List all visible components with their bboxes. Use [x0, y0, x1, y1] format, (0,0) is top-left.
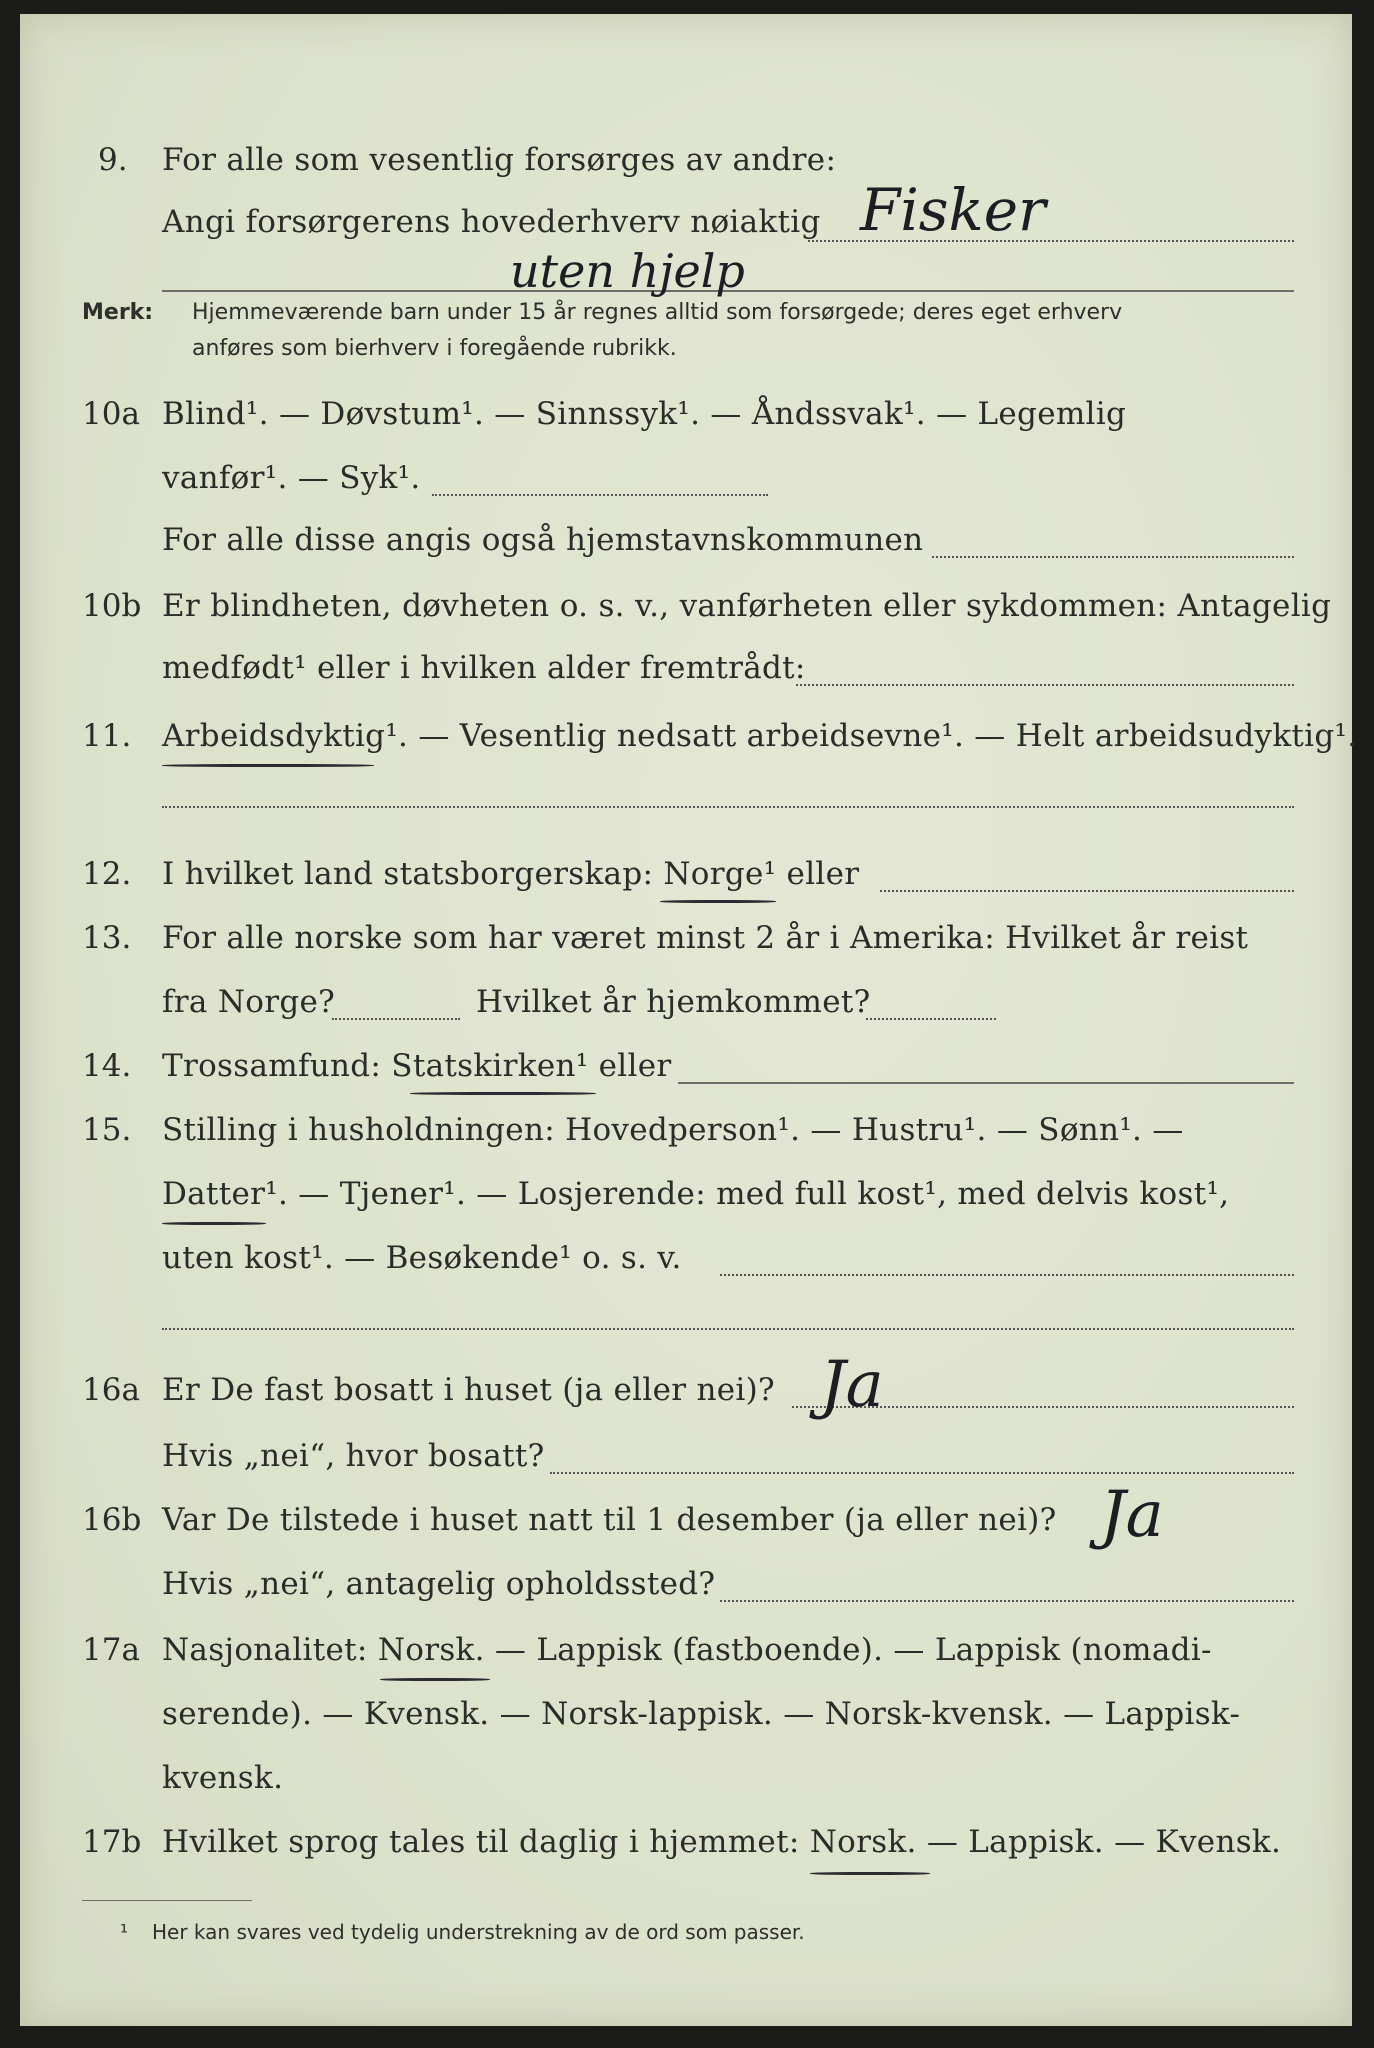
question-text: I hvilket land statsborgerskap: Norge¹ eller — [162, 856, 860, 892]
answer-underline — [660, 900, 776, 903]
question-number: 16b — [82, 1502, 142, 1538]
answer-underline — [380, 1678, 490, 1681]
question-text: serende). — Kvensk. — Norsk-lappisk. — Norsk-kvensk. — Lappisk- — [162, 1696, 1241, 1732]
question-number: 16a — [82, 1372, 140, 1408]
answer-underline — [162, 1222, 266, 1225]
footnote-divider — [82, 1900, 252, 1901]
question-number: 14. — [82, 1048, 132, 1084]
answer-line[interactable] — [866, 1018, 996, 1020]
question-text: Stilling i husholdningen: Hovedperson¹. — Hustru¹. — Sønn¹. — — [162, 1112, 1184, 1148]
question-text: uten kost¹. — Besøkende¹ o. s. v. — [162, 1240, 682, 1276]
question-text: Er blindheten, døvheten o. s. v., vanførheten eller sykdommen: Antagelig — [162, 588, 1332, 624]
question-text: Hvilket år hjemkommet? — [476, 984, 871, 1020]
question-text: medfødt¹ eller i hvilken alder fremtrådt: — [162, 650, 806, 686]
answer-line[interactable] — [432, 494, 768, 496]
question-number: 15. — [82, 1112, 132, 1148]
question-number: 11. — [82, 718, 132, 754]
handwritten-answer: Ja — [820, 1348, 884, 1422]
question-number: 12. — [82, 856, 132, 892]
question-text: Er De fast bosatt i huset (ja eller nei)? — [162, 1372, 775, 1408]
question-number: 17a — [82, 1632, 140, 1668]
question-text: kvensk. — [162, 1760, 284, 1796]
question-text: Blind¹. — Døvstum¹. — Sinnssyk¹. — Åndssvak¹. — Legemlig — [162, 396, 1127, 432]
question-text: Angi forsørgerens hovederhverv nøiaktig — [162, 204, 821, 240]
question-text: For alle som vesentlig forsørges av andre: — [162, 142, 837, 178]
answer-line[interactable] — [162, 806, 1294, 808]
answer-underline — [810, 1872, 930, 1875]
answer-line[interactable] — [678, 1082, 1294, 1084]
answer-line[interactable] — [162, 1328, 1294, 1330]
question-text: Datter¹. — Tjener¹. — Losjerende: med full kost¹, med delvis kost¹, — [162, 1176, 1230, 1212]
note-text: Hjemmeværende barn under 15 år regnes alltid som forsørgede; deres eget erhverv — [192, 300, 1123, 325]
answer-line[interactable] — [880, 890, 1294, 892]
question-text: For alle disse angis også hjemstavnskommunen — [162, 522, 924, 558]
note-text: anføres som bierhverv i foregående rubrikk. — [192, 336, 677, 361]
footnote-text: Her kan svares ved tydelig understrekning av de ord som passer. — [152, 1920, 805, 1944]
answer-underline — [162, 764, 374, 767]
question-text: Hvilket sprog tales til daglig i hjemmet: Norsk. — Lappisk. — Kvensk. — [162, 1824, 1282, 1860]
question-text: Var De tilstede i huset natt til 1 desember (ja eller nei)? — [162, 1502, 1057, 1538]
question-number: 9. — [98, 142, 128, 178]
handwritten-answer: Fisker — [860, 176, 1046, 244]
question-number: 17b — [82, 1824, 142, 1860]
question-text: Trossamfund: Statskirken¹ eller — [162, 1048, 672, 1084]
question-number: 10a — [82, 396, 140, 432]
answer-line[interactable] — [550, 1472, 1294, 1474]
question-text: Hvis „nei“, antagelig opholdssted? — [162, 1566, 716, 1602]
answer-line[interactable] — [720, 1600, 1294, 1602]
answer-line[interactable] — [932, 556, 1294, 558]
question-number: 10b — [82, 588, 142, 624]
question-text: Hvis „nei“, hvor bosatt? — [162, 1438, 545, 1474]
answer-line[interactable] — [796, 684, 1294, 686]
question-text: fra Norge? — [162, 984, 336, 1020]
question-text: For alle norske som har været minst 2 år i Amerika: Hvilket år reist — [162, 920, 1249, 956]
answer-line[interactable] — [332, 1018, 460, 1020]
handwritten-answer: uten hjelp — [510, 244, 745, 298]
question-text: Nasjonalitet: Norsk. — Lappisk (fastboende). — Lappisk (nomadi- — [162, 1632, 1212, 1668]
question-text: Arbeidsdyktig¹. — Vesentlig nedsatt arbeidsevne¹. — Helt arbeidsudyktig¹. — [162, 718, 1358, 754]
footnote-mark: ¹ — [120, 1920, 129, 1944]
answer-underline — [410, 1092, 596, 1095]
question-text: vanfør¹. — Syk¹. — [162, 460, 421, 496]
note-label: Merk: — [82, 300, 154, 325]
answer-line[interactable] — [720, 1274, 1294, 1276]
census-form-page — [20, 14, 1358, 2026]
handwritten-answer: Ja — [1100, 1478, 1164, 1552]
question-number: 13. — [82, 920, 132, 956]
